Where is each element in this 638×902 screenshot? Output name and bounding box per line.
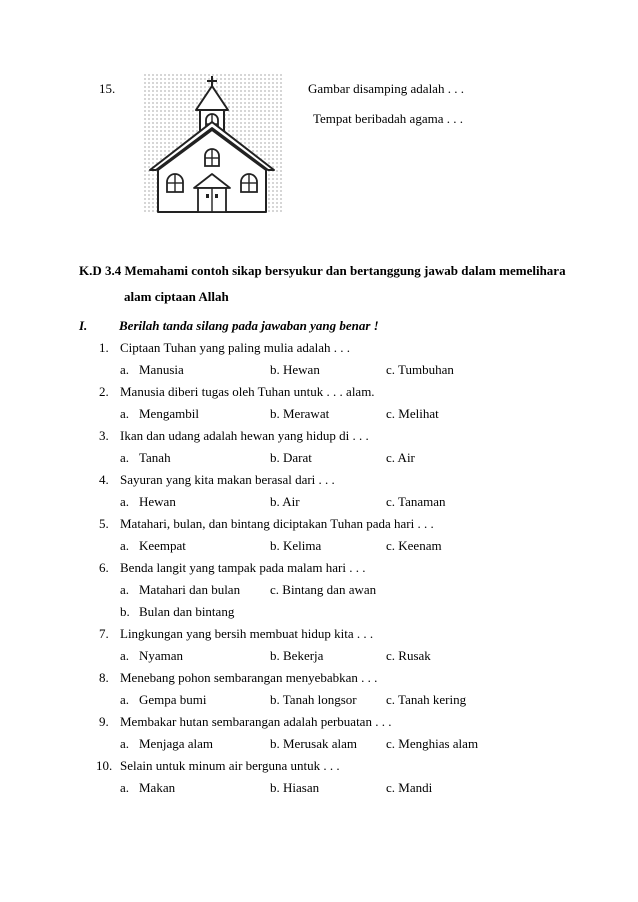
option-text[interactable]: c. Tumbuhan: [386, 362, 454, 377]
option-text[interactable]: c. Tanah kering: [386, 692, 467, 707]
option-text[interactable]: b. Bekerja: [270, 648, 324, 663]
option-text[interactable]: Keempat: [139, 538, 186, 553]
option-text[interactable]: Gempa bumi: [139, 692, 207, 707]
option-text[interactable]: Makan: [139, 780, 176, 795]
option-text[interactable]: Matahari dan bulan: [139, 582, 241, 597]
option-text[interactable]: Bulan dan bintang: [139, 604, 235, 619]
question-number: 9.: [99, 714, 109, 729]
option-letter[interactable]: a.: [120, 736, 130, 751]
option-text[interactable]: Mengambil: [139, 406, 199, 421]
question-text: Sayuran yang kita makan berasal dari . . .: [120, 472, 335, 487]
kd-heading-line1: K.D 3.4 Memahami contoh sikap bersyukur dan bertanggung jawab dalam memelihara: [79, 263, 566, 278]
question-number: 8.: [99, 670, 109, 685]
option-letter[interactable]: b.: [120, 604, 130, 619]
question-text: Ikan dan udang adalah hewan yang hidup di . . .: [120, 428, 369, 443]
option-text[interactable]: Nyaman: [139, 648, 184, 663]
question-number: 2.: [99, 384, 109, 399]
question-number: 5.: [99, 516, 109, 531]
option-letter[interactable]: a.: [120, 582, 130, 597]
question-number: 6.: [99, 560, 109, 575]
option-letter[interactable]: a.: [120, 406, 130, 421]
option-text[interactable]: c. Mandi: [386, 780, 433, 795]
option-text[interactable]: c. Melihat: [386, 406, 439, 421]
option-text[interactable]: b. Air: [270, 494, 300, 509]
question-text: Manusia diberi tugas oleh Tuhan untuk . . . alam.: [120, 384, 375, 399]
option-text[interactable]: c. Bintang dan awan: [270, 582, 377, 597]
option-text[interactable]: c. Rusak: [386, 648, 431, 663]
option-text[interactable]: b. Merawat: [270, 406, 330, 421]
question-text: Menebang pohon sembarangan menyebabkan . . .: [120, 670, 378, 685]
question-number: 4.: [99, 472, 109, 487]
q15-question: Gambar disamping adalah . . .: [308, 81, 464, 96]
option-text[interactable]: c. Menghias alam: [386, 736, 479, 751]
question-text: Membakar hutan sembarangan adalah perbuatan . . .: [120, 714, 392, 729]
option-text[interactable]: Manusia: [139, 362, 184, 377]
kd-heading-line2: alam ciptaan Allah: [124, 289, 229, 304]
option-text[interactable]: b. Kelima: [270, 538, 322, 553]
question-text: Selain untuk minum air berguna untuk . . .: [120, 758, 340, 773]
question-number: 1.: [99, 340, 109, 355]
q15-answer: Tempat beribadah agama . . .: [313, 111, 463, 126]
q15-number: 15.: [99, 81, 116, 96]
question-text: Benda langit yang tampak pada malam hari . . .: [120, 560, 366, 575]
option-text[interactable]: Hewan: [139, 494, 176, 509]
question-number: 7.: [99, 626, 109, 641]
section-numeral: I.: [79, 318, 88, 333]
church-icon: [144, 74, 284, 214]
option-letter[interactable]: a.: [120, 362, 130, 377]
option-text[interactable]: Menjaga alam: [139, 736, 213, 751]
option-letter[interactable]: a.: [120, 692, 130, 707]
option-letter[interactable]: a.: [120, 450, 130, 465]
option-text[interactable]: b. Hiasan: [270, 780, 320, 795]
option-text[interactable]: c. Keenam: [386, 538, 442, 553]
option-letter[interactable]: a.: [120, 494, 130, 509]
question-number: 10.: [96, 758, 113, 773]
option-text[interactable]: b. Darat: [270, 450, 312, 465]
question-text: Ciptaan Tuhan yang paling mulia adalah . . .: [120, 340, 350, 355]
option-text[interactable]: c. Tanaman: [386, 494, 446, 509]
option-letter[interactable]: a.: [120, 780, 130, 795]
question-text: Matahari, bulan, dan bintang diciptakan Tuhan pada hari . . .: [120, 516, 434, 531]
question-text: Lingkungan yang bersih membuat hidup kita . . .: [120, 626, 374, 641]
option-text[interactable]: b. Merusak alam: [270, 736, 358, 751]
section-instruction: Berilah tanda silang pada jawaban yang benar !: [119, 318, 379, 333]
option-letter[interactable]: a.: [120, 538, 130, 553]
option-text[interactable]: b. Hewan: [270, 362, 320, 377]
question-number: 3.: [99, 428, 109, 443]
option-letter[interactable]: a.: [120, 648, 130, 663]
option-text[interactable]: Tanah: [139, 450, 171, 465]
option-text[interactable]: b. Tanah longsor: [270, 692, 357, 707]
option-text[interactable]: c. Air: [386, 450, 415, 465]
